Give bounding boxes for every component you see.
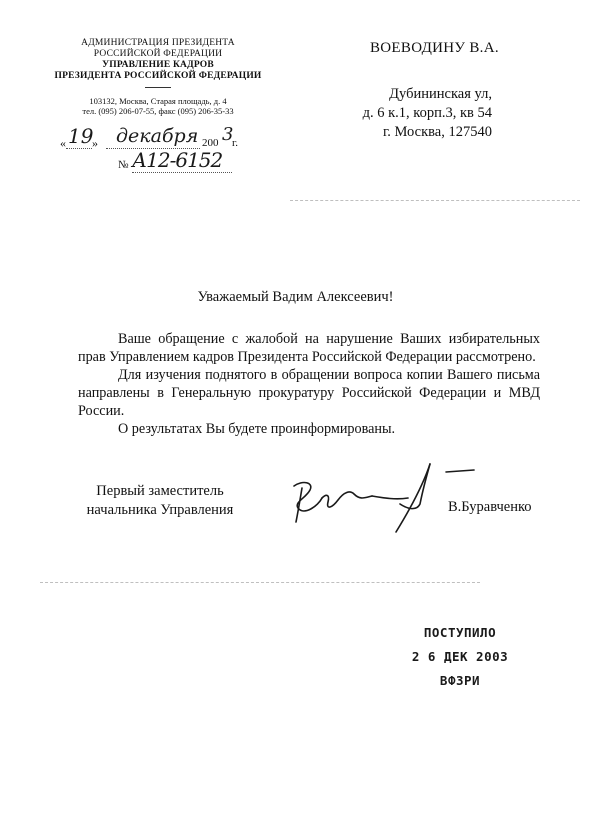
handwritten-signature bbox=[280, 458, 490, 538]
number-underline bbox=[132, 172, 232, 173]
date-close-quote: » bbox=[92, 136, 98, 150]
recipient-city: г. Москва, 127540 bbox=[382, 124, 492, 140]
recipient-name: ВОЕВОДИНУ В.А. bbox=[370, 40, 499, 56]
recipient-street: Дубининская ул, bbox=[389, 86, 492, 102]
date-open-quote: « bbox=[60, 136, 66, 150]
date-month: декабря bbox=[116, 125, 199, 147]
scan-artifact-middle bbox=[40, 582, 480, 583]
date-year-unit: г. bbox=[232, 137, 239, 149]
sender-address: 103132, Москва, Старая площадь, д. 4 bbox=[89, 96, 227, 106]
signatory-name: В.Буравченко bbox=[448, 499, 532, 515]
date-year-prefix: 200 bbox=[202, 137, 219, 149]
body-paragraph-3: О результатах Вы будете проинформированы. bbox=[118, 421, 396, 437]
stamp-line-1: ПОСТУПИЛО bbox=[423, 625, 497, 640]
stamp-line-3: ВФЗРИ bbox=[439, 673, 481, 688]
recipient-building: д. 6 к.1, корп.3, кв 54 bbox=[362, 105, 492, 121]
salutation: Уважаемый Вадим Алексеевич! bbox=[197, 289, 394, 305]
stamp-line-2: 2 6 ДЕК 2003 bbox=[411, 649, 509, 664]
recipient-address bbox=[300, 85, 492, 142]
signatory-title bbox=[70, 482, 250, 520]
body-paragraph-1: Ваше обращение с жалобой на нарушение Ваших избирательных прав Управлением кадров Президента Российской Федерации рассмотрено. bbox=[78, 331, 540, 365]
org-line-2: РОССИЙСКОЙ ФЕДЕРАЦИИ bbox=[93, 49, 223, 59]
body-paragraph-2: Для изучения поднятого в обращении вопроса копии Вашего письма направлены в Генеральную прокуратуру Российской Федерации и МВД России. bbox=[78, 367, 540, 419]
date-day-underline bbox=[66, 148, 92, 149]
letter-body bbox=[78, 330, 540, 438]
date-year-suffix: 3 bbox=[222, 124, 234, 145]
sender-phones: тел. (095) 206-07-55, факс (095) 206-35-33 bbox=[82, 106, 234, 116]
org-line-1: АДМИНИСТРАЦИЯ ПРЕЗИДЕНТА bbox=[81, 38, 235, 48]
scan-artifact-top bbox=[290, 200, 580, 201]
signatory-title-line-2: начальника Управления bbox=[86, 502, 234, 518]
signatory-title-line-1: Первый заместитель bbox=[96, 483, 224, 499]
received-stamp bbox=[410, 621, 510, 693]
dept-line-2: ПРЕЗИДЕНТА РОССИЙСКОЙ ФЕДЕРАЦИИ bbox=[54, 71, 262, 81]
date-day: 19 bbox=[68, 124, 94, 148]
number-prefix: № bbox=[118, 159, 129, 171]
dept-line-1: УПРАВЛЕНИЕ КАДРОВ bbox=[102, 60, 214, 70]
registration-number bbox=[118, 148, 238, 177]
number-value: А12-6152 bbox=[132, 148, 223, 172]
sender-block bbox=[48, 38, 268, 116]
header-divider bbox=[145, 87, 171, 88]
